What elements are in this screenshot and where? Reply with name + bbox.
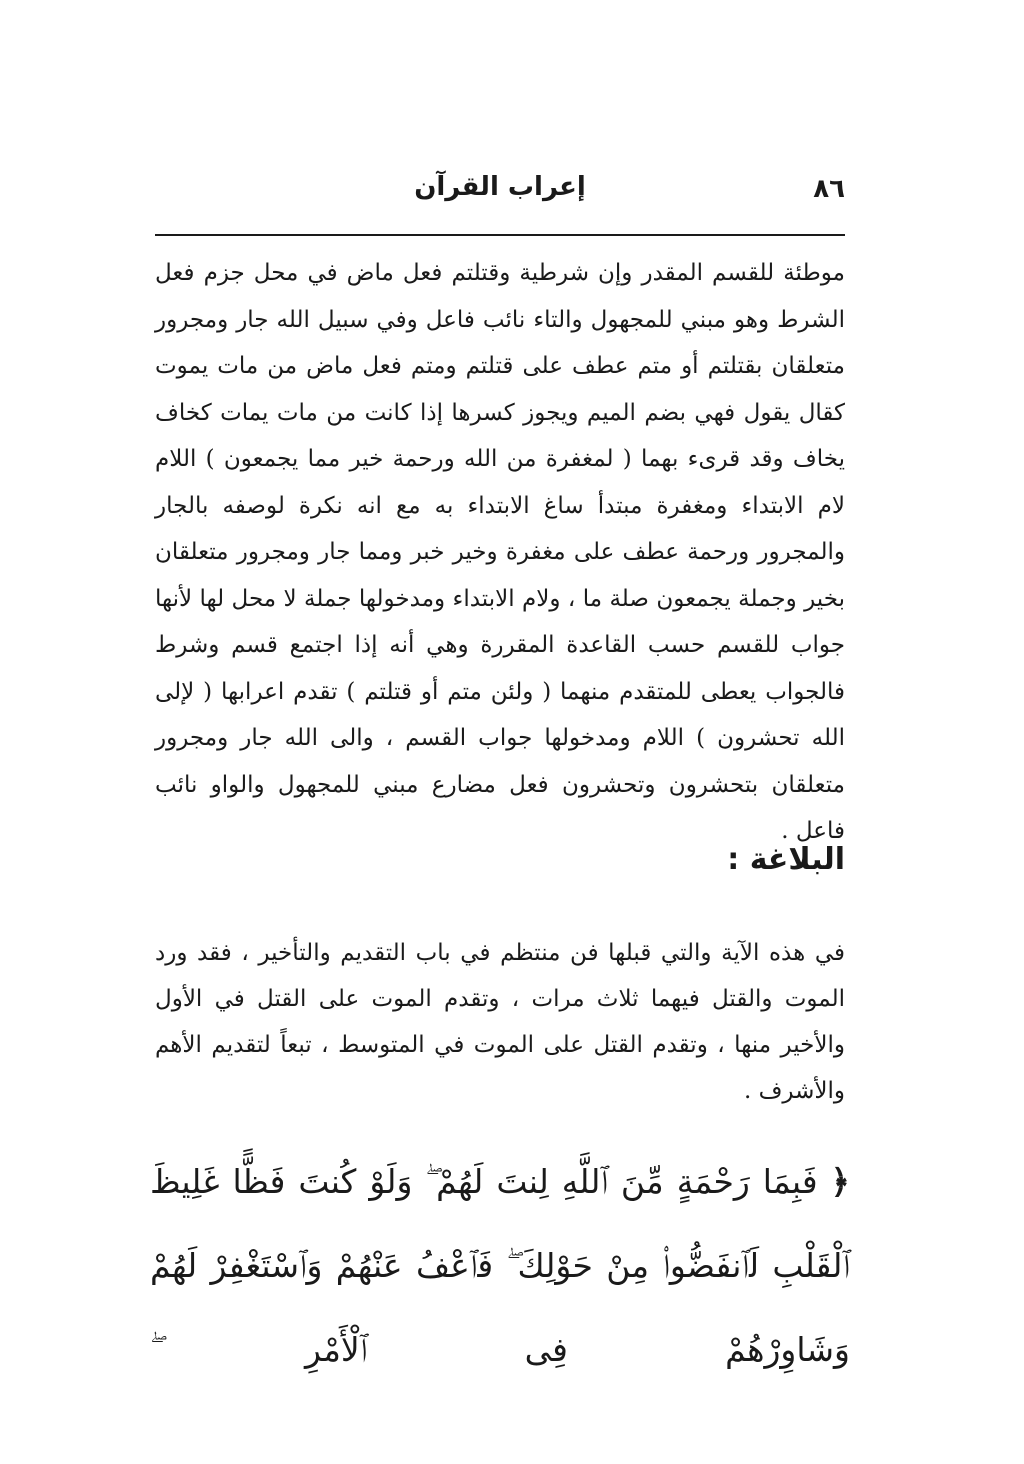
verse-open-bracket: ﴿ [830, 1162, 850, 1201]
page-number: ٨٦ [813, 174, 845, 204]
running-head [155, 168, 845, 216]
header-rule [155, 234, 845, 236]
verse-text: فَبِمَا رَحْمَةٍ مِّنَ ٱللَّهِ لِنتَ لَهُمْ ۖ وَلَوْ كُنتَ فَظًّا غَلِيظَ ٱلْقَلْبِ لَٱنفَضُّوا۟ مِنْ حَوْلِكَ ۖ فَٱعْفُ عَنْهُمْ وَٱسْتَغْفِرْ لَهُمْ وَشَاوِرْهُمْ فِى ٱلْأَمْرِ ۖ [150, 1162, 850, 1369]
grammar-analysis-paragraph: موطئة للقسم المقدر وإن شرطية وقتلتم فعل ماض في محل جزم فعل الشرط وهو مبني للمجهول والتاء نائب فاعل وفي سبيل الله جار ومجرور متعلقان بقتلتم أو متم عطف على قتلتم ومتم فعل ماض من مات يموت كقال يقول فهي بضم الميم ويجوز كسرها إذا كانت من مات يمات كخاف يخاف وقد قرىء بهما ( لمغفرة من الله ورحمة خير مما يجمعون ) اللام لام الابتداء ومغفرة مبتدأ ساغ الابتداء به مع انه نكرة لوصفه بالجار والمجرور ورحمة عطف على مغفرة وخير خبر ومما جار ومجرور متعلقان بخير وجملة يجمعون صلة ما ، ولام الابتداء ومدخولها جملة لا محل لها لأنها جواب للقسم حسب القاعدة المقررة وهي أنه إذا اجتمع قسم وشرط فالجواب يعطى للمتقدم منهما ( ولئن متم أو قتلتم ) تقدم اعرابها ( لإلى الله تحشرون ) اللام ومدخولها جواب القسم ، والى الله جار ومجرور متعلقان بتحشرون وتحشرون فعل مضارع مبني للمجهول والواو نائب فاعل . [155, 260, 845, 844]
balagha-heading: البلاغة : [727, 842, 845, 877]
balagha-paragraph: في هذه الآية والتي قبلها فن منتظم في باب التقديم والتأخير ، فقد ورد الموت والقتل فيهما ثلاث مرات ، وتقدم الموت على القتل في الأول والأخير منها ، وتقدم القتل على الموت في المتوسط ، تبعاً لتقديم الأهم والأشرف . [155, 940, 845, 1104]
quran-verse [150, 1140, 850, 1392]
book-title: إعراب القرآن [414, 172, 586, 202]
